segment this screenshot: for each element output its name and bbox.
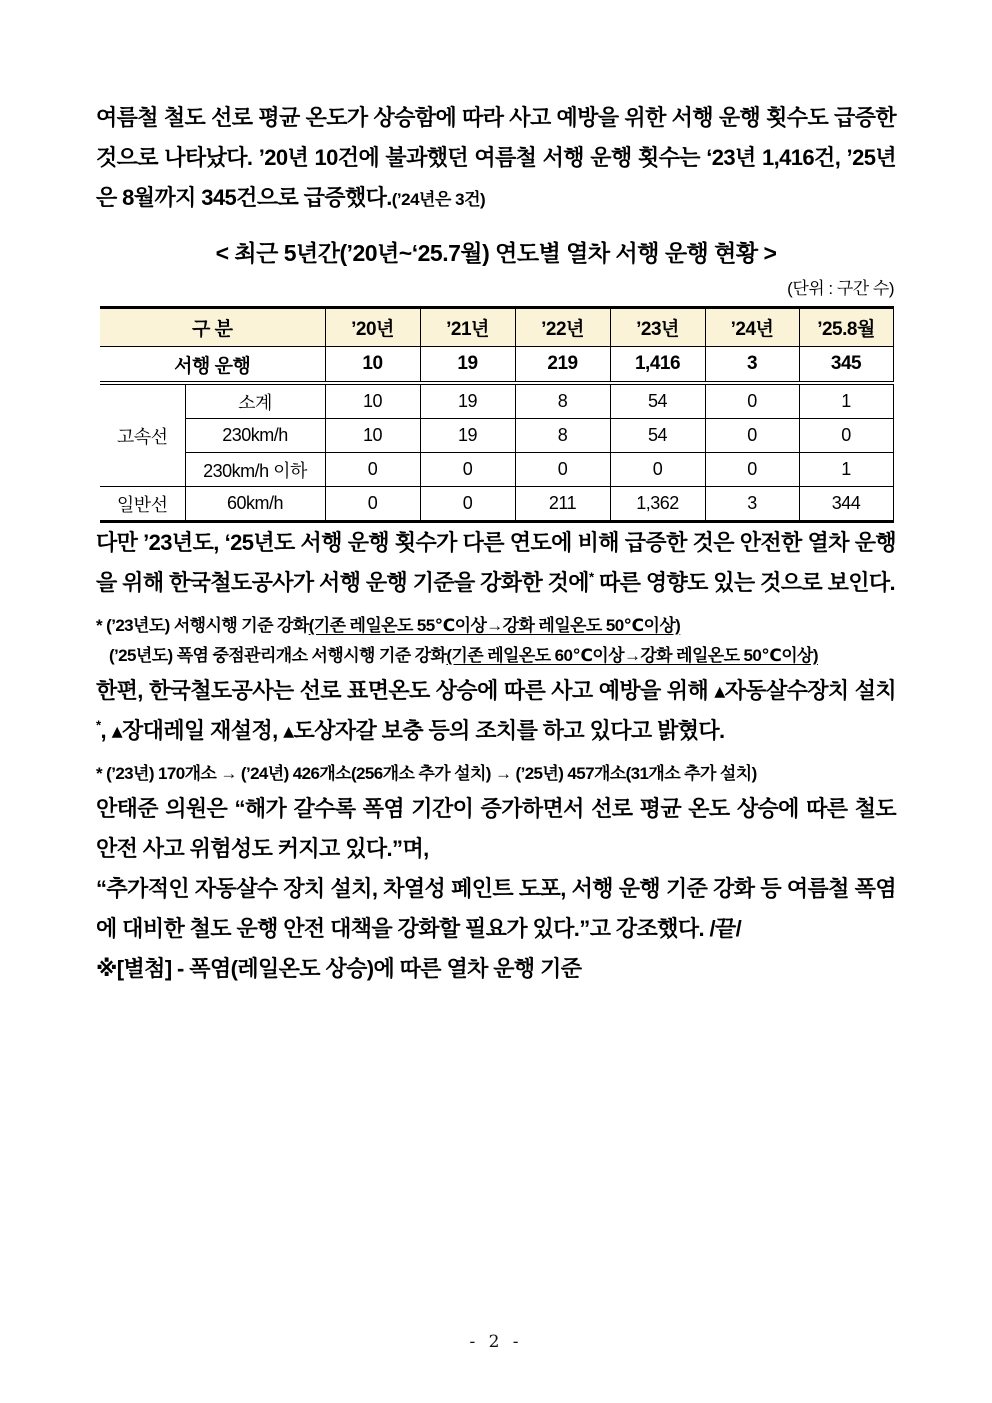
cell-value: 344	[799, 487, 893, 522]
cell-value: 10	[325, 419, 420, 453]
group-label-highspeed: 고속선	[100, 383, 185, 487]
footnote-sprinkler: * (’23년) 170개소 → (’24년) 426개소(256개소 추가 설치) → (’25년) 457개소(31개소 추가 설치)	[96, 764, 757, 783]
row-label: 230km/h 이하	[185, 453, 325, 487]
paragraph-intro	[96, 98, 896, 220]
table-unit-label: (단위 : 구간 수)	[787, 279, 894, 298]
paragraph-hanpyeon-tail: , ▴장대레일 재설정, ▴도상자갈 보충 등의 조치를 하고 있다고 밝혔다.	[100, 718, 725, 743]
paragraph-quote-2: “추가적인 자동살수 장치 설치, 차열성 페인트 도포, 서행 운행 기준 강화 등 여름철 폭염에 대비한 철도 운행 안전 대책을 강화할 필요가 있다.”고 강조했다. /끝/	[96, 876, 896, 941]
footnote-line2-underline: (기존 레일온도 60℃이상→강화 레일온도 50℃이상)	[446, 646, 818, 665]
total-value: 10	[325, 347, 420, 384]
table-row	[100, 419, 893, 453]
paragraph-daman-tail: 따른 영향도 있는 것으로 보인다.	[593, 570, 896, 595]
footnote-criteria-line1	[96, 611, 896, 641]
table-header-year-23: ’23년	[610, 308, 705, 347]
cell-value: 19	[420, 383, 515, 419]
footnote-line1-prefix: * (’23년도) 서행시행 기준 강화	[96, 616, 309, 635]
total-row-label: 서행 운행	[100, 347, 325, 384]
cell-value: 19	[420, 419, 515, 453]
footnote-criteria-line2	[96, 641, 896, 671]
table-title: < 최근 5년간(’20년~‘25.7월) 연도별 열차 서행 운행 현황 >	[215, 240, 777, 266]
footnote-marker: *	[96, 717, 101, 733]
cell-value: 8	[515, 419, 610, 453]
cell-value: 0	[325, 453, 420, 487]
table-header-year-20: ’20년	[325, 308, 420, 347]
footnote-marker: *	[588, 569, 594, 585]
cell-value: 0	[705, 419, 799, 453]
cell-value: 3	[705, 487, 799, 522]
row-label: 230km/h	[185, 419, 325, 453]
cell-value: 1	[799, 383, 893, 419]
cell-value: 1,362	[610, 487, 705, 522]
paragraph-daman	[96, 523, 896, 603]
paragraph-hanpyeon-text: 한편, 한국철도공사는 선로 표면온도 상승에 따른 사고 예방을 위해 ▴자동살수장치 설치	[96, 678, 896, 703]
cell-value: 0	[325, 487, 420, 522]
cell-value: 8	[515, 383, 610, 419]
cell-value: 54	[610, 383, 705, 419]
cell-value: 211	[515, 487, 610, 522]
page-number: - 2 -	[469, 1332, 523, 1352]
paragraph-intro-main: 여름철 철도 선로 평균 온도가 상승함에 따라 사고 예방을 위한 서행 운행 횟수도 급증한 것으로 나타났다. ’20년 10건에 불과했던 여름철 서행 운행 횟수는 ‘23년 1,416건, ’25년은 8월까지 345건으로 급증했다.	[96, 105, 896, 210]
total-value: 3	[705, 347, 799, 384]
cell-value: 54	[610, 419, 705, 453]
attachment-note: ※[별첨] - 폭염(레일온도 상승)에 따른 열차 운행 기준	[96, 956, 582, 981]
paragraph-quote-1: 안태준 의원은 “해가 갈수록 폭염 기간이 증가하면서 선로 평균 온도 상승에 따른 철도 안전 사고 위험성도 커지고 있다.”며,	[96, 796, 896, 861]
slow-operation-table	[100, 306, 894, 523]
paragraph-intro-note: (’24년은 3건)	[391, 190, 486, 209]
cell-value: 1	[799, 453, 893, 487]
row-label: 60km/h	[185, 487, 325, 522]
paragraph-daman-text: 다만 ’23년도, ‘25년도 서행 운행 횟수가 다른 연도에 비해 급증한 것은 안전한 열차 운행을 위해 한국철도공사가 서행 운행 기준을 강화한 것에	[96, 530, 896, 595]
cell-value: 0	[705, 383, 799, 419]
cell-value: 0	[420, 487, 515, 522]
footnote-criteria	[96, 611, 896, 671]
cell-value: 0	[705, 453, 799, 487]
total-value: 219	[515, 347, 610, 384]
table-row	[100, 487, 893, 522]
cell-value: 0	[610, 453, 705, 487]
table-row	[100, 383, 893, 419]
total-value: 19	[420, 347, 515, 384]
cell-value: 0	[799, 419, 893, 453]
table-header-category: 구 분	[100, 308, 325, 347]
table-row	[100, 453, 893, 487]
footnote-line1-underline: (기존 레일온도 55℃이상→강화 레일온도 50℃이상)	[308, 616, 681, 635]
total-value: 345	[799, 347, 893, 384]
table-header-year-24: ’24년	[705, 308, 799, 347]
table-header-year-25: ’25.8월	[799, 308, 893, 347]
paragraph-hanpyeon	[96, 671, 896, 751]
footnote-line2-prefix: (’25년도) 폭염 중점관리개소 서행시행 기준 강화	[109, 646, 447, 665]
table-header-year-21: ’21년	[420, 308, 515, 347]
total-value: 1,416	[610, 347, 705, 384]
table-header-row	[100, 308, 893, 347]
cell-value: 10	[325, 383, 420, 419]
cell-value: 0	[515, 453, 610, 487]
cell-value: 0	[420, 453, 515, 487]
row-label: 소계	[185, 383, 325, 419]
group-label-general: 일반선	[100, 487, 185, 522]
table-total-row	[100, 347, 893, 384]
table-header-year-22: ’22년	[515, 308, 610, 347]
